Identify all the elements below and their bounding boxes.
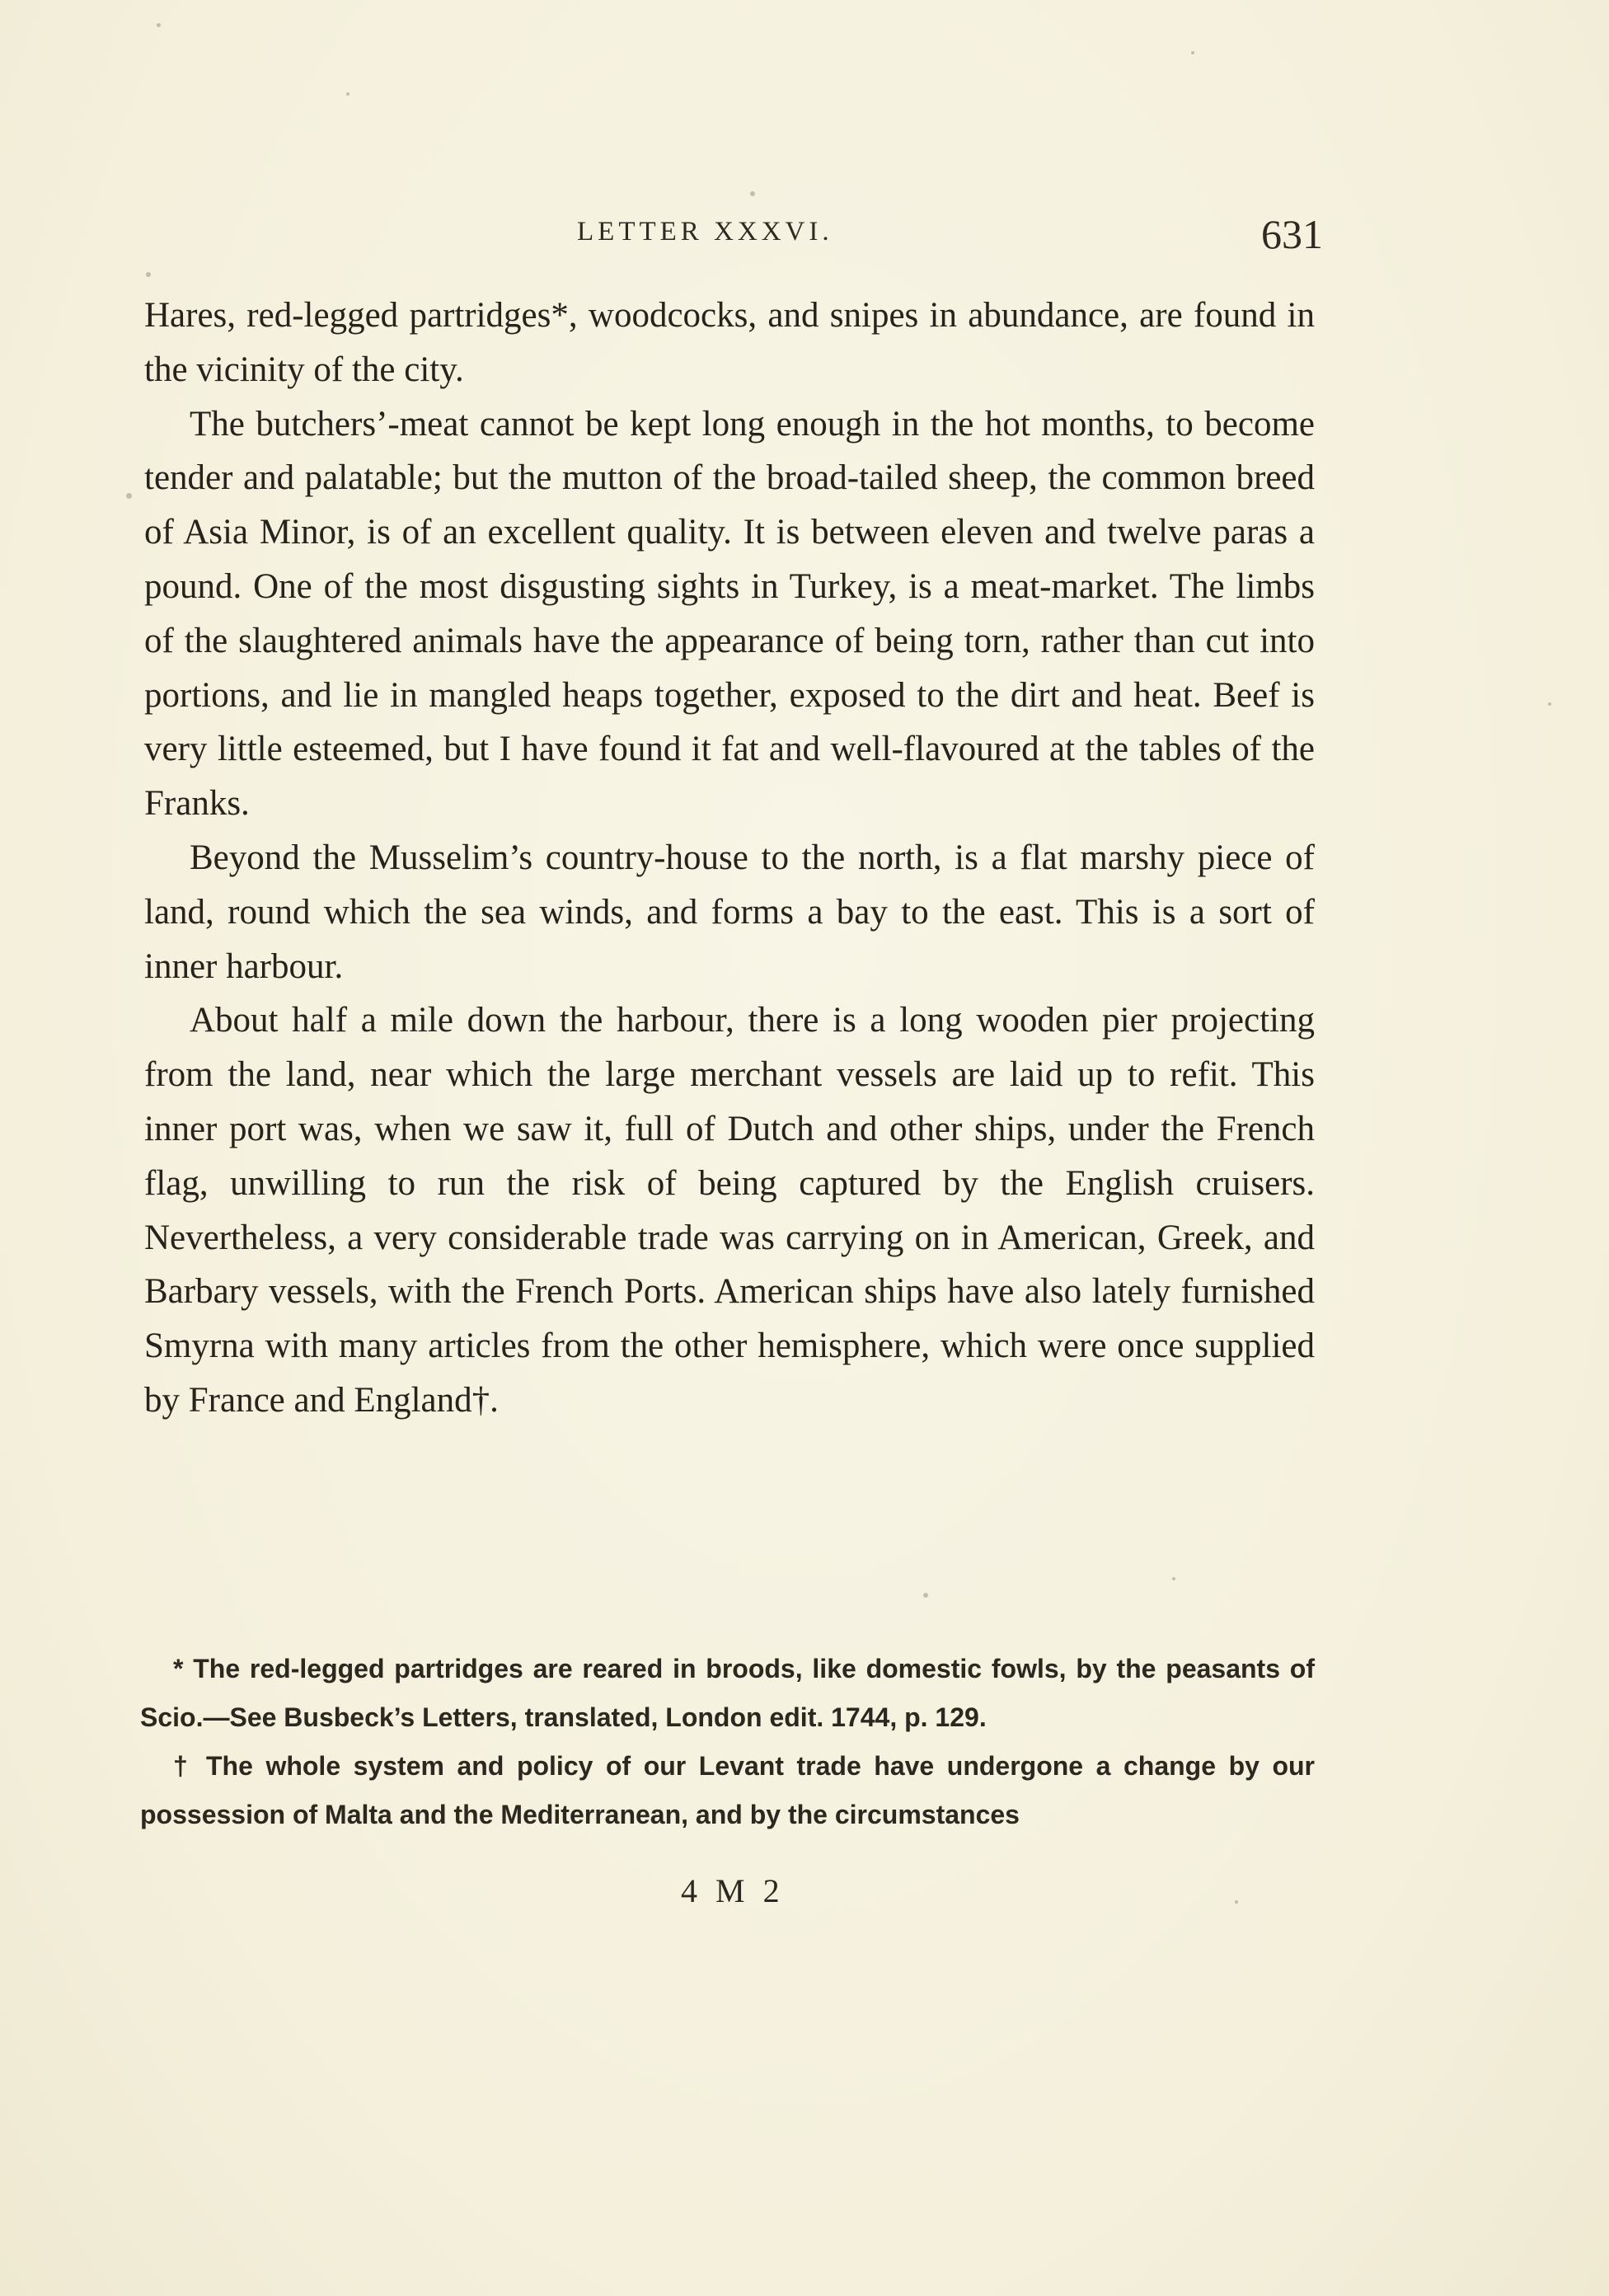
paper-speck xyxy=(1172,1577,1175,1580)
paper-speck xyxy=(1235,1900,1238,1904)
paragraph: Hares, red-legged partridges*, woodcocks, and snipes in abundance, are found in the vicinity of the city. xyxy=(144,296,1315,389)
paragraph: The butchers’-meat cannot be kept long enough in the hot months, to become tender and palatable; but the mutton of the broad-tailed sheep, the common breed of Asia Minor, is of an excellent quality. It is between eleven and twelve paras a pound. One of the most disgusting sights in Turkey, is a meat-market. The limbs of the slaughtered animals have the appearance of being torn, rather than cut into portions, and lie in mangled heaps together, exposed to the dirt and heat. Beef is very little esteemed, but I have found it fat and well-flavoured at the tables of the Franks. xyxy=(144,404,1315,824)
page-header xyxy=(144,210,1323,268)
running-head: LETTER XXXVI. xyxy=(577,217,833,247)
footnote: * The red-legged partridges are reared in broods, like domestic fowls, by the peasants of Scio.—See Busbeck’s Letters, translated, London edit. 1744, p. 129. xyxy=(140,1654,1315,1732)
footnote: † The whole system and policy of our Levant trade have undergone a change by our possession of Malta and the Mediterranean, and by the circumstances xyxy=(140,1751,1315,1829)
paper-speck xyxy=(146,272,151,277)
paper-speck xyxy=(346,92,349,96)
paragraph: Beyond the Musselim’s country-house to the north, is a flat marshy piece of land, round which the sea winds, and forms a bay to the east. This is a sort of inner harbour. xyxy=(144,838,1315,986)
paper-speck xyxy=(923,1593,928,1598)
paper-speck xyxy=(1191,51,1194,54)
paper-speck xyxy=(126,493,132,499)
paper-speck xyxy=(1548,702,1551,706)
paper-speck xyxy=(157,23,161,27)
page-number: 631 xyxy=(1261,211,1323,257)
signature-mark: 4 M 2 xyxy=(681,1872,785,1909)
paper-speck xyxy=(750,191,755,196)
footnotes xyxy=(140,1645,1315,1839)
body-text xyxy=(144,289,1315,1428)
paragraph: About half a mile down the harbour, there is a long wooden pier projecting from the land, near which the large merchant vessels are laid up to refit. This inner port was, when we saw it, full of Dutch and other ships, under the French flag, unwilling to run the risk of being captured by the English cruisers. Nevertheless, a very considerable trade was carrying on in American, Greek, and Barbary vessels, with the French Ports. American ships have also lately furnished Smyrna with many articles from the other hemisphere, which were once supplied by France and England†. xyxy=(144,1001,1315,1420)
